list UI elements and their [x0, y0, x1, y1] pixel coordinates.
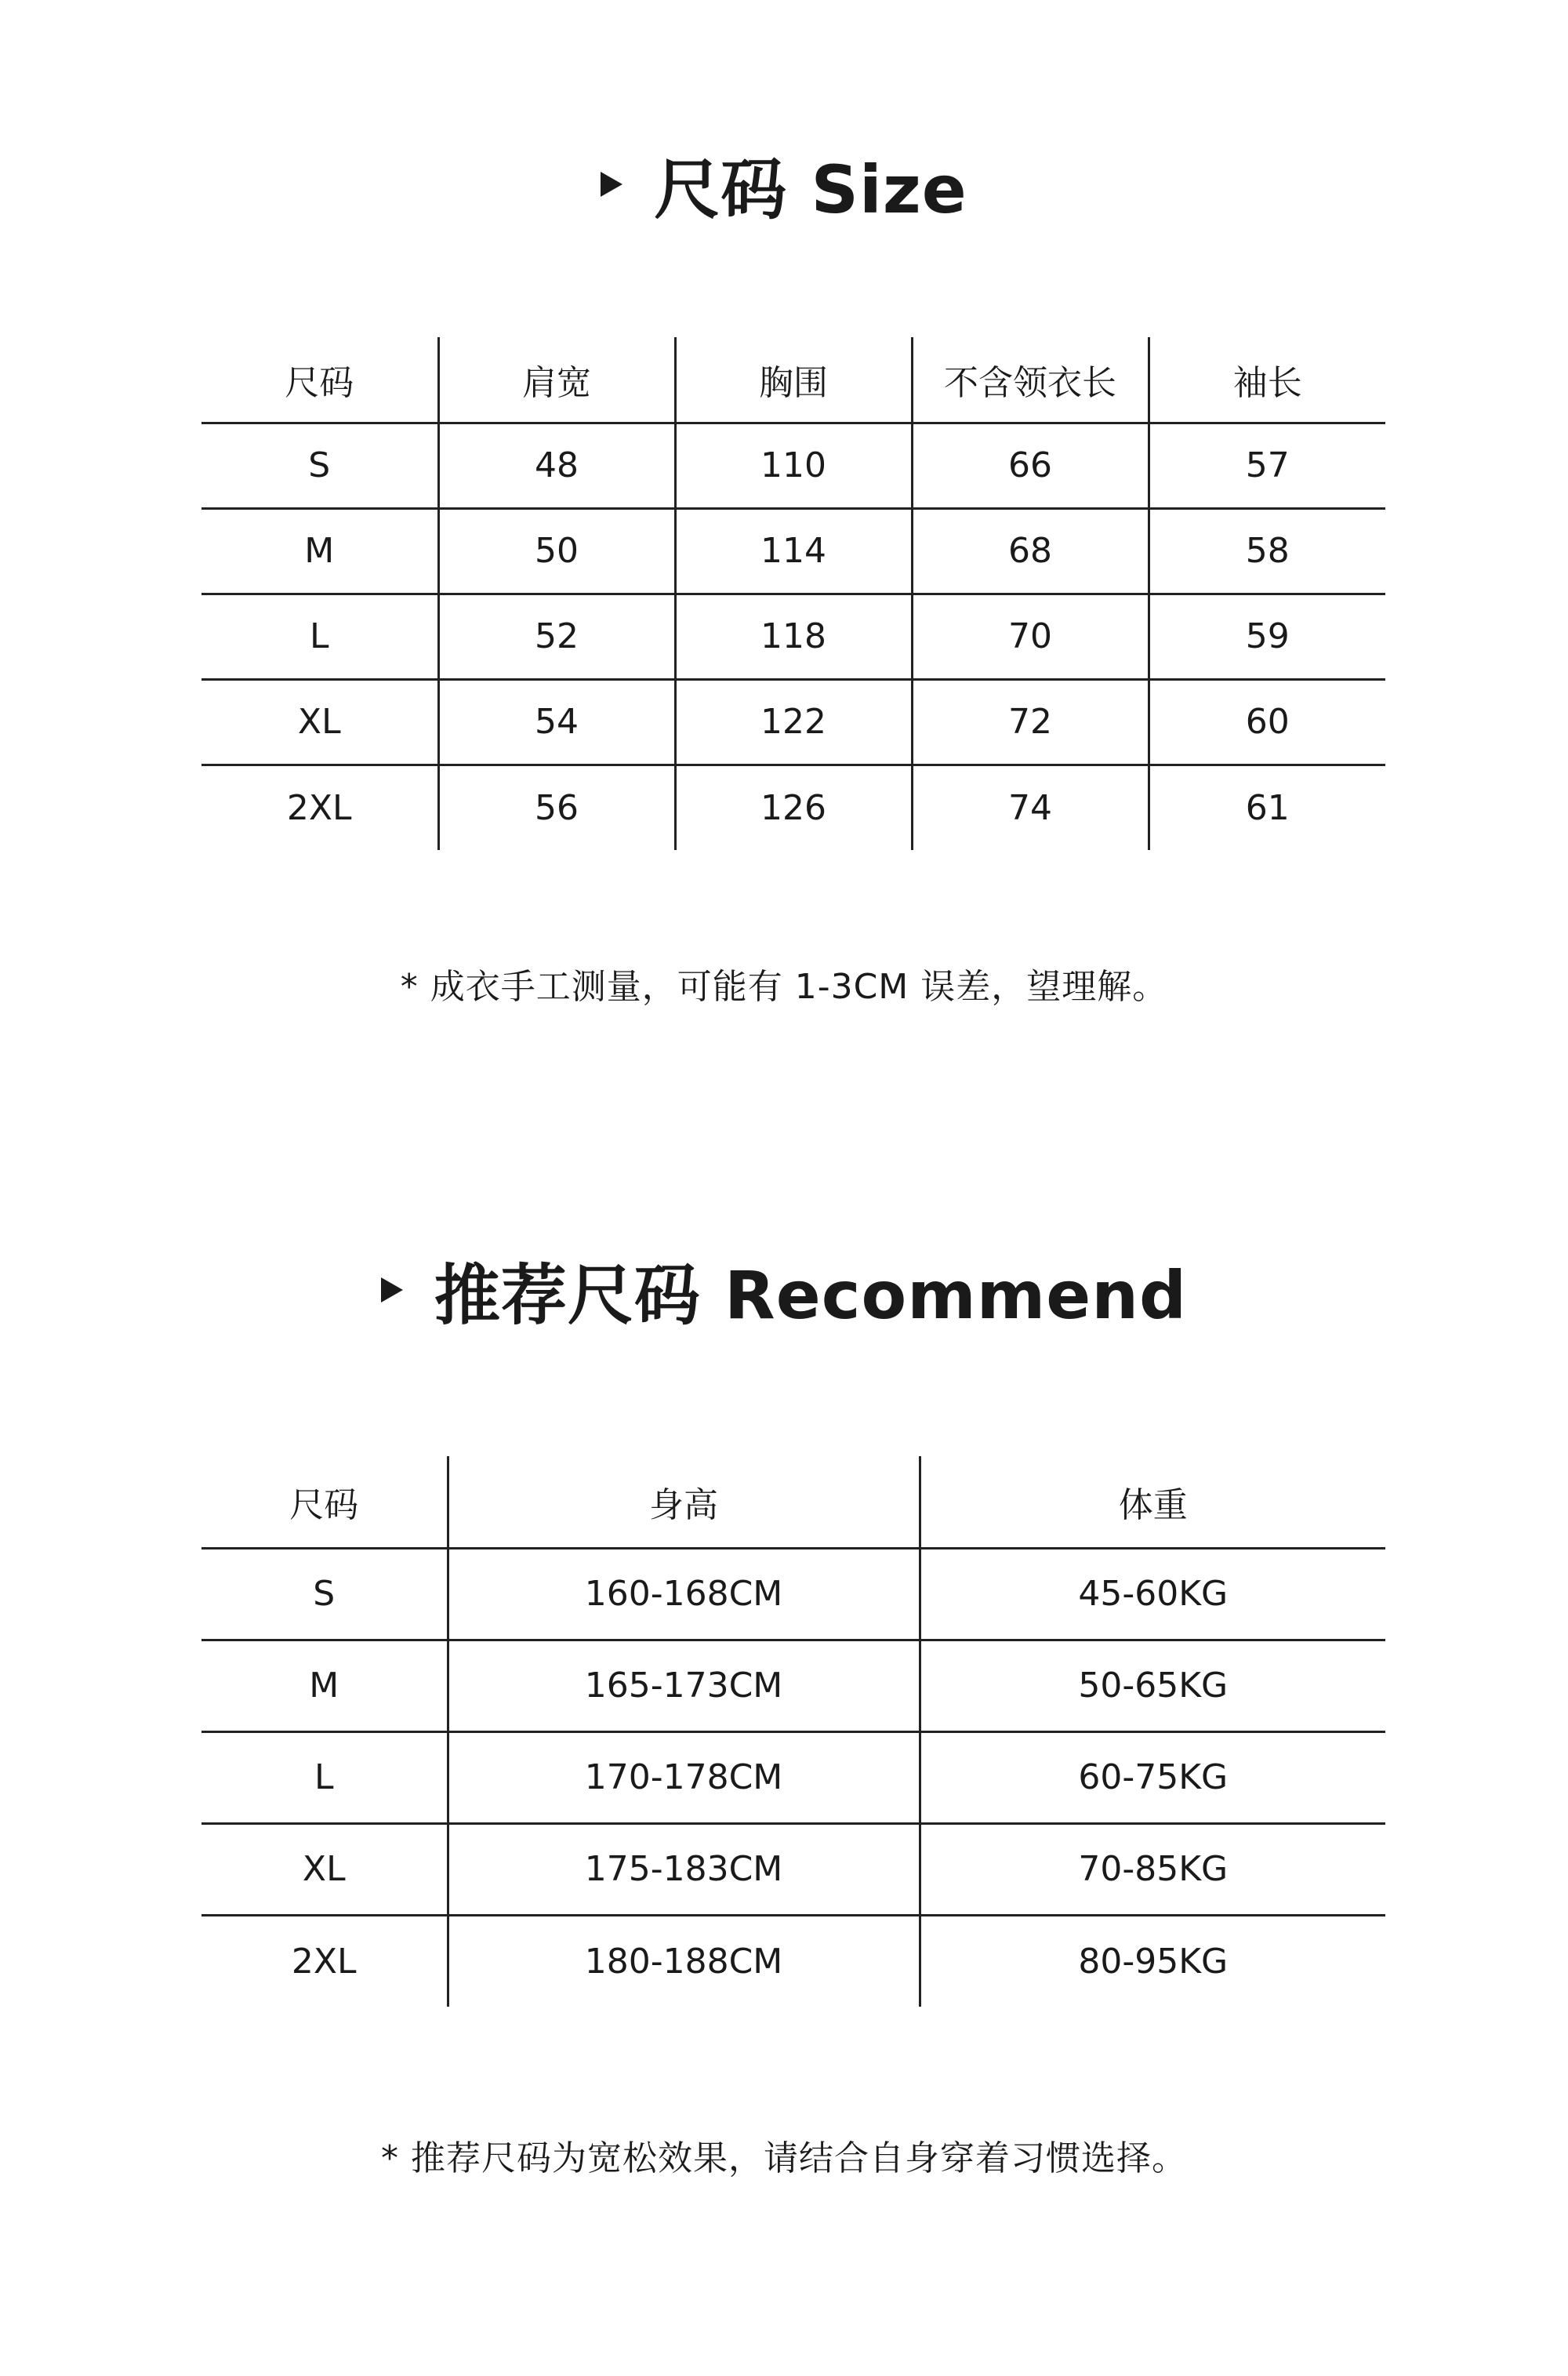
table-cell: 122	[675, 679, 912, 765]
table-cell: 72	[912, 679, 1149, 765]
table-cell: L	[201, 1731, 448, 1823]
table-cell: 165-173CM	[448, 1640, 920, 1731]
table-cell: 126	[675, 765, 912, 850]
size-section-title-text: 尺码 Size	[654, 151, 967, 228]
table-cell: XL	[201, 679, 438, 765]
table-row	[201, 679, 1385, 765]
table-cell: 59	[1149, 594, 1385, 679]
header-cell: 袖长	[1149, 337, 1385, 423]
table-cell: L	[201, 594, 438, 679]
triangle-right-icon	[601, 172, 622, 197]
table-row	[201, 765, 1385, 850]
table-cell: S	[308, 445, 331, 485]
recommend-size-table	[201, 1456, 1385, 2007]
table-cell: 60	[1149, 679, 1385, 765]
header-cell: 胸围	[675, 337, 912, 423]
table-row	[201, 1548, 1385, 1640]
header-cell: 肩宽	[438, 337, 675, 423]
table-row	[201, 423, 1385, 508]
table-cell: 66	[912, 423, 1149, 508]
recommend-size-note: * 推荐尺码为宽松效果，请结合自身穿着习惯选择。	[381, 2138, 1187, 2178]
table-row	[201, 594, 1385, 679]
table-cell: 60-75KG	[920, 1731, 1385, 1823]
table-cell: 70	[912, 594, 1149, 679]
table-cell: 52	[438, 594, 675, 679]
table-cell: 56	[438, 765, 675, 850]
table-cell: 54	[438, 679, 675, 765]
header-cell: 身高	[448, 1456, 920, 1548]
table-cell: M	[201, 508, 438, 594]
table-cell: 175-183CM	[448, 1823, 920, 1915]
table-row	[201, 1915, 1385, 2007]
header-cell: 尺码	[201, 337, 438, 423]
table-cell: 61	[1149, 765, 1385, 850]
table-cell: 50	[438, 508, 675, 594]
table-row	[201, 1640, 1385, 1731]
table-cell: 2XL	[201, 1915, 448, 2007]
table-cell: 68	[912, 508, 1149, 594]
header-cell: 尺码	[201, 1456, 448, 1548]
table-row	[201, 508, 1385, 594]
table-cell: S	[313, 1574, 336, 1614]
recommend-section-title	[0, 1247, 1568, 1333]
size-measurement-note: * 成衣手工测量，可能有 1-3CM 误差，望理解。	[400, 967, 1168, 1007]
table-cell: 114	[675, 508, 912, 594]
header-cell: 体重	[920, 1456, 1385, 1548]
table-header-row	[201, 337, 1385, 423]
table-cell: 160-168CM	[448, 1548, 920, 1640]
table-row	[201, 1731, 1385, 1823]
table-cell: 58	[1149, 508, 1385, 594]
size-section-title	[0, 141, 1568, 227]
table-row	[201, 1823, 1385, 1915]
size-chart-table	[201, 337, 1385, 850]
table-cell: 118	[675, 594, 912, 679]
table-cell: 57	[1149, 423, 1385, 508]
table-cell: 110	[675, 423, 912, 508]
table-cell: 48	[438, 423, 675, 508]
recommend-section-title-text: 推荐尺码 Recommend	[434, 1256, 1188, 1334]
table-cell: XL	[201, 1823, 448, 1915]
table-cell: 45-60KG	[920, 1548, 1385, 1640]
table-cell: 170-178CM	[448, 1731, 920, 1823]
header-cell: 不含领衣长	[912, 337, 1149, 423]
table-cell: 2XL	[201, 765, 438, 850]
triangle-right-icon	[381, 1277, 403, 1302]
table-header-row	[201, 1456, 1385, 1548]
table-cell: 74	[912, 765, 1149, 850]
table-cell: 80-95KG	[920, 1915, 1385, 2007]
table-cell: 70-85KG	[920, 1823, 1385, 1915]
table-cell: 180-188CM	[448, 1915, 920, 2007]
table-cell: M	[201, 1640, 448, 1731]
table-cell: 50-65KG	[920, 1640, 1385, 1731]
